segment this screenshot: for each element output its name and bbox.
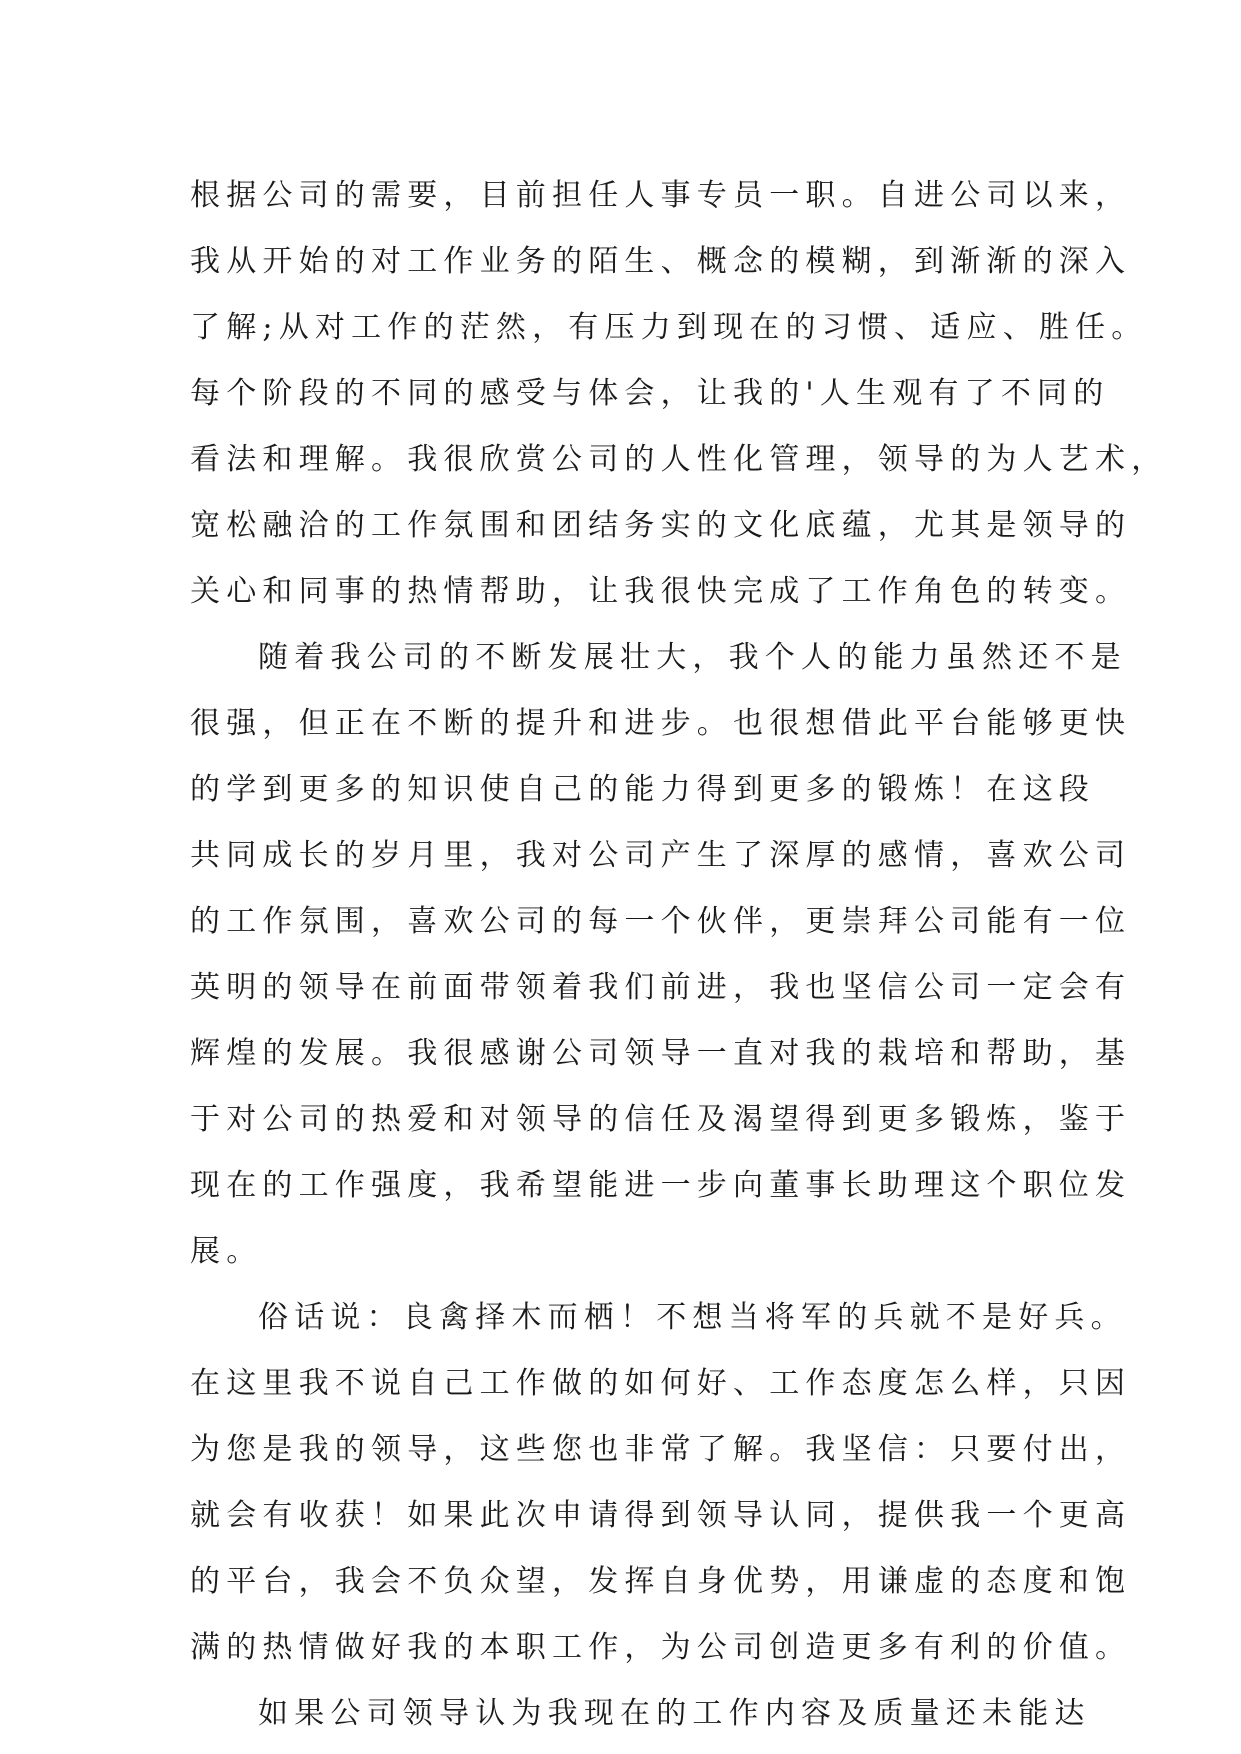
text-line: 共同成长的岁月里，我对公司产生了深厚的感情，喜欢公司	[190, 838, 1132, 873]
text-line: 就会有收获！如果此次申请得到领导认同，提供我一个更高	[190, 1498, 1132, 1533]
text-line: 宽松融洽的工作氛围和团结务实的文化底蕴，尤其是领导的	[190, 508, 1132, 543]
paragraph-1	[190, 163, 1168, 625]
text-line: 根据公司的需要，目前担任人事专员一职。自进公司以来，	[190, 178, 1132, 213]
text-line-first: 如果公司领导认为我现在的工作内容及质量还未能达	[258, 1696, 1091, 1731]
paragraph-3	[190, 1285, 1132, 1681]
text-line: 辉煌的发展。我很感谢公司领导一直对我的栽培和帮助，基	[190, 1036, 1132, 1071]
text-line-first: 随着我公司的不断发展壮大，我个人的能力虽然还不是	[258, 640, 1127, 675]
text-line: 展。	[190, 1234, 263, 1269]
text-line: 看法和理解。我很欣赏公司的人性化管理，领导的为人艺术，	[190, 442, 1168, 477]
text-line: 满的热情做好我的本职工作，为公司创造更多有利的价值。	[190, 1630, 1132, 1665]
paragraph-4	[190, 1681, 1090, 1747]
text-line: 的工作氛围，喜欢公司的每一个伙伴，更崇拜公司能有一位	[190, 904, 1132, 939]
body-text	[190, 163, 1168, 1747]
text-line: 于对公司的热爱和对领导的信任及渴望得到更多锻炼，鉴于	[190, 1102, 1132, 1137]
text-line: 我从开始的对工作业务的陌生、概念的模糊，到渐渐的深入	[190, 244, 1132, 279]
text-line: 英明的领导在前面带领着我们前进，我也坚信公司一定会有	[190, 970, 1132, 1005]
text-line: 每个阶段的不同的感受与体会，让我的'人生观有了不同的	[190, 376, 1110, 411]
text-line: 关心和同事的热情帮助，让我很快完成了工作角色的转变。	[190, 574, 1132, 609]
text-line: 很强，但正在不断的提升和进步。也很想借此平台能够更快	[190, 706, 1132, 741]
text-line: 在这里我不说自己工作做的如何好、工作态度怎么样，只因	[190, 1366, 1132, 1401]
text-line: 了解;从对工作的茫然，有压力到现在的习惯、适应、胜任。	[190, 310, 1148, 345]
text-line: 的学到更多的知识使自己的能力得到更多的锻炼！在这段	[190, 772, 1095, 807]
paragraph-2	[190, 625, 1132, 1285]
text-line: 现在的工作强度，我希望能进一步向董事长助理这个职位发	[190, 1168, 1132, 1203]
text-line: 为您是我的领导，这些您也非常了解。我坚信：只要付出，	[190, 1432, 1132, 1467]
text-line: 的平台，我会不负众望，发挥自身优势，用谦虚的态度和饱	[190, 1564, 1132, 1599]
text-line-first: 俗话说：良禽择木而栖！不想当将军的兵就不是好兵。	[258, 1300, 1127, 1335]
